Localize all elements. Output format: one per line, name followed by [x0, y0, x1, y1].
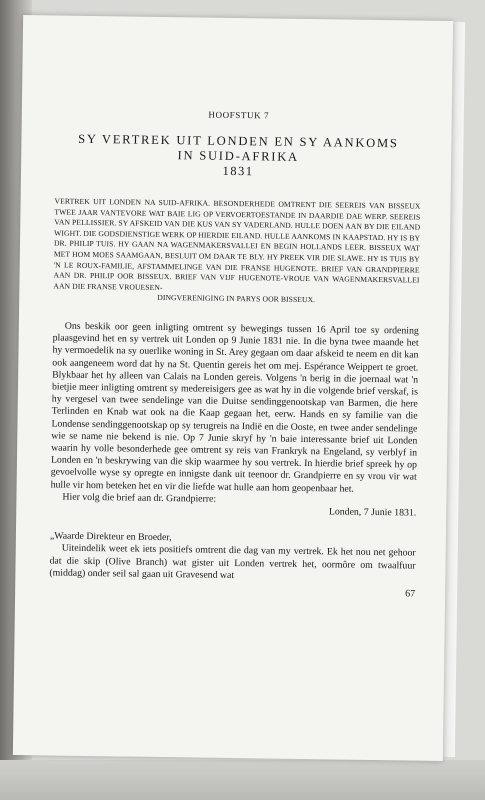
summary-last-line: DINGVERENIGING IN PARYS OOR BISSEUX. — [157, 293, 316, 305]
letter-body: Uiteindelik weet ek iets positiefs omtrent die dag van my vertrek. Ek het nou net gehoor dat die skip (Olive Branch) wat gister uit Londen vertrek het, oormôre om twaalfuur (middag) onder seil sal gaan uit Gravesend wat — [49, 543, 416, 581]
summary-text: VERTREK UIT LONDEN NA SUID-AFRIKA. BESONDERHEDE OMTRENT DIE SEEREIS VAN BISSEUX TWEE JAAR VANTEVORE WAT BAIE LIG OP VERVOERTOESTANDE IN DAARDIE DAE WERP. SEEREIS VAN PELLISSIER. SY AFSKEID VAN DIE KUS VAN SY VADERLAND. HULLE DOEN AAN BY DIE EILAND WIGHT. DIE GODSDIENSTIGE WERK OP HIERDIE EILAND. HULLE AANKOMS IN KAAPSTAD. HY IS BY DR. PHILIP TUIS. HY GAAN NA WAGENMAKERSVALLEI EN BEGIN HOLLANDS LEER. BISSEUX WAT MET HOM MOES SAAMGAAN, BESLUIT OM DAAR TE BLY. HY PREEK VIR DIE SLAWE. HY IS TUIS BY 'N LE ROUX-FAMILIE, AFSTAMMELINGE VAN DIE FRANSE HUGENOTE. BRIEF VAN GRANDPIERRE AAN DR. PHILIP OOR BISSEUX. BRIEF VAN VIJF HUGENOTE-VROUE VAN WAGENMAKERSVALLEI AAN DIE FRANSE VROUESEN- — [53, 196, 421, 292]
chapter-heading: HOOFSTUK 7 — [208, 109, 270, 121]
letter-dateline: Londen, 7 Junie 1831. — [328, 506, 417, 519]
chapter-year: 1831 — [222, 163, 254, 179]
letter-salutation: „Waarde Direkteur en Broeder, — [49, 530, 172, 544]
table-surface — [0, 760, 485, 800]
body-paragraph: Ons beskik oor geen inligting omtrent sy bewegings tussen 16 April toe sy ordening plaasgevind het en sy vertrek uit Londen op 9 Junie 1831 nie. In die byna twee maande het hy vermoedelik na sy ouerlike woning in St. Arey gegaan om daar afskeid te neem en dit kan ook aangeneem word dat hy na St. Quentin gereis het om mej. Espérance Weippert te groet. Blykbaar het hy alleen van Calais na Londen gereis. Volgens 'n berig in die joernaal wat 'n bietjie meer inligting omtrent sy medereisigers gee as wat hy in die volgende brief verskaf, is hy vergesel van twee sendelinge van die Duitse sendinggenootskap van Barmen, die here Terlinden en Knab wat ook na die Kaap gegaan het, eerw. Hands en sy familie van die Londense sendinggenootskap op sy terugreis na Indië en die Ooste, en twee ander sendelinge wie se name nie bekend is nie. Op 7 Junie skryf hy 'n baie interessante brief uit Londen waarin hy volle besonderhede gee omtrent sy reis van Frankryk na Engeland, sy verblyf in Londen en 'n beskrywing van die skip waarmee hy sou vertrek. In hierdie brief spreek hy op gevoelvolle wyse sy opregte en innigste dank uit teenoor dr. Grandpierre en sy vrou vir wat hulle vir hom beteken het en vir die liefde wat hulle aan hom geopenbaar het. — [50, 320, 419, 495]
book-page — [13, 15, 453, 761]
chapter-summary — [53, 196, 420, 307]
chapter-title-line-2: IN SUID-AFRIKA — [177, 148, 300, 164]
page-number: 67 — [405, 588, 416, 600]
letter-intro-text: Hier volg die brief aan dr. Grandpierre: — [62, 491, 217, 505]
page-content — [49, 107, 422, 599]
chapter-title-line-1: SY VERTREK UIT LONDEN EN SY AANKOMS — [78, 131, 399, 151]
